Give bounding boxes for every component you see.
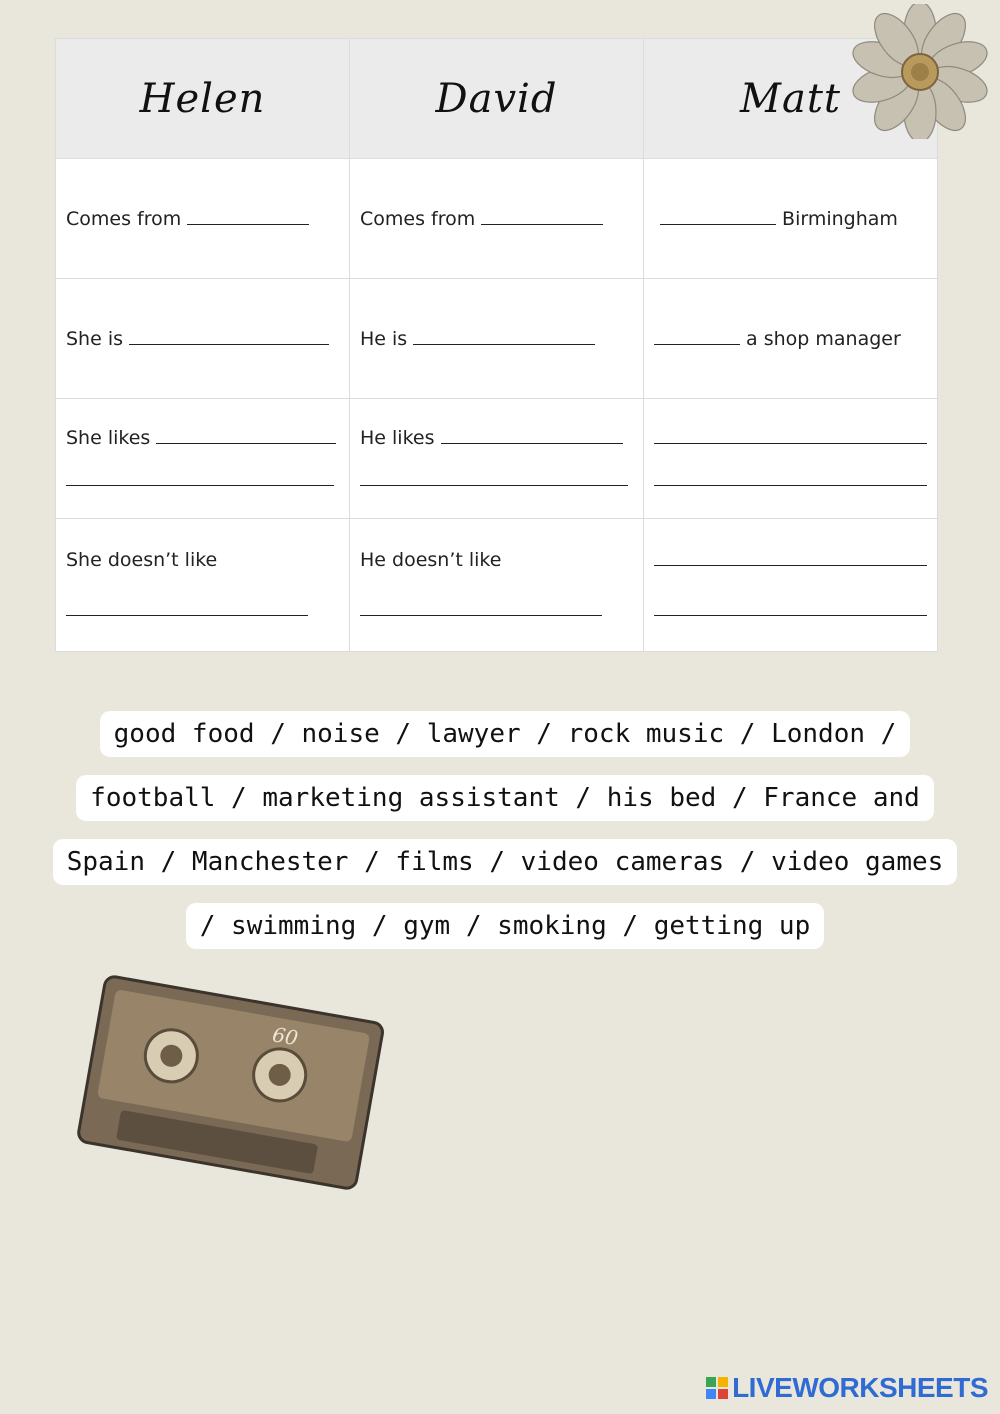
helen-likes-label: She likes xyxy=(66,426,157,449)
daisy-flower-image xyxy=(848,4,996,139)
answer-blank[interactable] xyxy=(187,206,309,225)
cassette-tape-image xyxy=(68,958,388,1203)
david-likes-label: He likes xyxy=(360,426,441,449)
cell-helen-job xyxy=(56,279,350,399)
david-comes-from-label: Comes from xyxy=(360,207,482,230)
answer-blank[interactable] xyxy=(360,597,602,616)
brand-mark-icon xyxy=(706,1377,728,1399)
cell-helen-doesnt-like xyxy=(56,519,350,652)
row-likes xyxy=(56,399,938,519)
answer-blank[interactable] xyxy=(654,597,927,616)
cell-matt-comes-from xyxy=(644,159,938,279)
matt-job-label: a shop manager xyxy=(740,327,901,350)
answer-blank[interactable] xyxy=(654,547,927,566)
david-job-label: He is xyxy=(360,327,414,350)
brand-name: LIVEWORKSHEETS xyxy=(732,1372,988,1403)
word-bank xyxy=(48,702,962,958)
answer-blank[interactable] xyxy=(660,206,776,225)
cell-matt-doesnt-like xyxy=(644,519,938,652)
answer-blank[interactable] xyxy=(413,326,595,345)
cell-helen-likes xyxy=(56,399,350,519)
answer-blank[interactable] xyxy=(66,597,308,616)
header-matt: Matt xyxy=(644,39,938,159)
brand-mark-square xyxy=(706,1389,716,1399)
answer-blank[interactable] xyxy=(129,326,329,345)
brand-mark-square xyxy=(706,1377,716,1387)
helen-comes-from-label: Comes from xyxy=(66,207,188,230)
header-helen: Helen xyxy=(56,39,350,159)
answer-blank[interactable] xyxy=(66,467,334,486)
row-doesnt-like xyxy=(56,519,938,652)
row-job xyxy=(56,279,938,399)
answer-blank[interactable] xyxy=(654,425,927,444)
word-bank-text: good food / noise / lawyer / rock music / London / football / marketing assistant / his bed / France and Spain / Manchester / films / video cameras / video games / swimming / gym / smoking / getting up xyxy=(53,711,958,949)
header-david: David xyxy=(350,39,644,159)
cassette-label-60: 60 xyxy=(270,1022,300,1051)
cell-matt-job xyxy=(644,279,938,399)
answer-blank[interactable] xyxy=(360,467,628,486)
liveworksheets-logo xyxy=(706,1372,988,1404)
helen-job-label: She is xyxy=(66,327,130,350)
matt-comes-from-label: Birmingham xyxy=(776,207,898,230)
cell-david-doesnt-like xyxy=(350,519,644,652)
answer-blank[interactable] xyxy=(441,425,623,444)
header-row xyxy=(56,39,938,159)
cell-david-likes xyxy=(350,399,644,519)
cell-david-comes-from xyxy=(350,159,644,279)
answer-blank[interactable] xyxy=(654,326,740,345)
brand-mark-square xyxy=(718,1389,728,1399)
worksheet-table xyxy=(55,38,938,652)
cell-helen-comes-from xyxy=(56,159,350,279)
answer-blank[interactable] xyxy=(654,467,927,486)
cell-david-job xyxy=(350,279,644,399)
david-doesnt-like-label: He doesn’t like xyxy=(360,549,502,571)
brand-mark-square xyxy=(718,1377,728,1387)
helen-doesnt-like-label: She doesn’t like xyxy=(66,549,218,571)
cell-matt-likes xyxy=(644,399,938,519)
row-comes-from xyxy=(56,159,938,279)
answer-blank[interactable] xyxy=(481,206,603,225)
answer-blank[interactable] xyxy=(156,425,336,444)
